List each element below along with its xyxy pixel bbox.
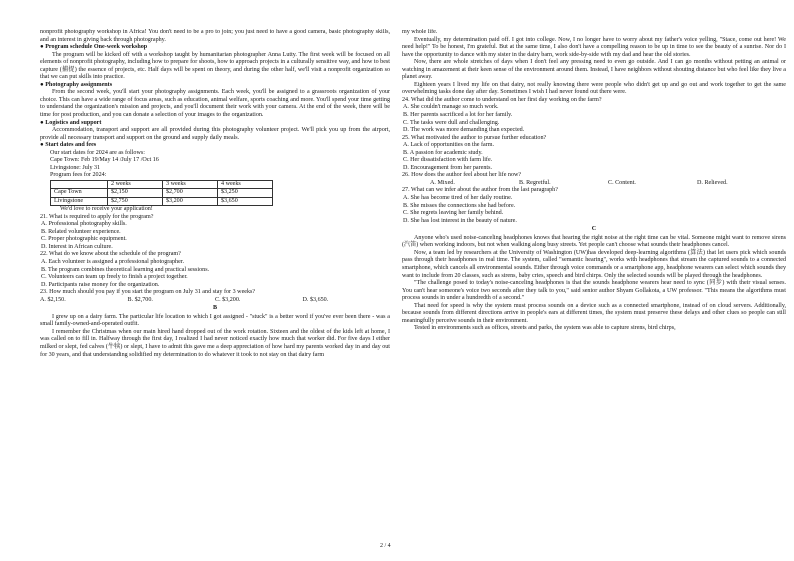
dates-line-4: Program fees for 2024: [50,172,107,179]
q27-option-d[interactable]: D. She has lost interest in the beauty of nature. [403,217,517,224]
q26-option-c[interactable]: C. Content. [608,179,636,186]
question-24: 24. What did the author come to understand on her first day working on the farm? [402,96,602,103]
fees-cell: $3,250 [218,189,273,197]
q22-option-d[interactable]: D. Participants raise money for the organization. [41,281,160,288]
q22-option-b[interactable]: B. The program combines theoretical learning and practical sessions. [41,266,210,273]
fees-cell: $2,700 [163,189,218,197]
schedule-heading: ● Program schedule One-week workshop [40,44,148,51]
fees-cell: $2,750 [108,197,163,205]
fees-cell: Cape Town [51,189,108,197]
fees-header-cell [51,180,108,188]
q25-option-c[interactable]: C. Her dissatisfaction with farm life. [403,157,493,164]
fees-header-cell: 4 weeks [218,180,273,188]
section-b-heading: B [212,305,218,312]
q27-option-b[interactable]: B. She misses the connections she had before. [403,202,516,209]
passage-c-paragraph-1: Anyone who's used noise-canceling headphones knows that hearing the right noise at the right time can be vital. Someone might want to remove sirens (汽笛) when working indoors, but not when walking along busy streets. Yet people can't choose what sounds their headphones cancel. [402,234,786,249]
question-25: 25. What motivated the author to pursue further education? [402,134,547,141]
passage-b-paragraph-4: Now, there are whole stretches of days when I don't feel any pressing need to even go outside. And I can go months without petting an animal or watching in amazement at their keen sense of the environment around them. Instead, I have neighbors without shouting distance but who feel like they live a planet away. [402,59,786,81]
intro-paragraph: nonprofit photography workshop in Africa! You don't need to be a pro to join; you just need to have a good camera, basic photography skills, and an interest in giving back through photography. [40,29,390,43]
passage-b-continuation: my whole life. [402,29,438,35]
fees-header-cell: 3 weeks [163,180,218,188]
dates-heading: ● Start dates and fees [40,142,97,149]
q27-option-c[interactable]: C. She regrets leaving her family behind. [403,210,504,217]
passage-c-paragraph-4: That need for speed is why the system must process sounds on a device such as a connected smartphone, instead of on cloud servers. Additionally, because sounds from different directions arrive in people's ears at different times, the system must preserve these delays and other clues so people can still meaningfully perceive sounds in their environment. [402,302,786,324]
logistics-text: Accommodation, transport and support are all provided during this photography volunteer project. We'll pick you up from the airport, provide all necessary transport and support on the ground and supply daily meals. [40,127,390,141]
q26-option-b[interactable]: B. Regretful. [519,179,551,186]
q22-option-c[interactable]: C. Volunteers can team up freely to finish a project together. [41,274,188,281]
q24-option-d[interactable]: D. The work was more demanding than expected. [403,127,525,134]
q25-option-a[interactable]: A. Lack of opportunities on the farm. [403,142,495,149]
fees-cell: $3,200 [163,197,218,205]
passage-b-paragraph-3: Eventually, my determination paid off. I got into college. Now, I no longer have to worry about my father's voice yelling, "Stace, come out here! We need help!" To be honest, I'm grateful. But at the same time, I also don't have a compelling reason to be up in time to see the beauty of a sunrise. Nor do I have the opportunity to dance with my sister in the dairy barn, work side-by-side with my dad and hear the old stories. [402,36,786,58]
left-column [40,29,390,359]
passage-c-paragraph-2: Now, a team led by researchers at the University of Washington (UW)has developed deep-learning algorithms (算法) that let users pick which sounds pass through their headphones in real time. The system, called "semantic hearing", works with headphones that stream the captured sounds to a connected smartphone, which cancels all environmental sounds. Either through voice commands or a smartphone app, headphone wearers can select which sounds they want to include from 20 classes, such as sirens, baby cries, speech and bird chirps. Only the selected sounds will be played through the headphones. [402,249,786,279]
fees-cell: $3,650 [218,197,273,205]
q26-option-d[interactable]: D. Relieved. [697,179,728,186]
assignments-text: From the second week, you'll start your photography assignments. Each week, you'll be assigned to a grassroots organization of your choice. This can have a wide range of focus areas, such as education, animal welfare, sports coaching and more. You'll spend your time getting to understand the organization's mission and projects, and you'll document their work with your camera. At the end of the week, there will be time for post production, and you can donate a selection of your images to the organization. [40,89,390,119]
q26-option-a[interactable]: A. Mixed. [430,179,455,186]
q23-options [40,297,390,305]
question-22: 22. What do we know about the schedule of the program? [40,251,181,258]
dates-line-3: Livingstone: July 31 [50,164,101,171]
passage-c-paragraph-3: "The challenge posed to today's noise-canceling headphones is that the sounds headphone wearers hear need to sync (同步) with their visual senses. You can't hear someone's voice two seconds after they talk to you," said senior author Shyam Gollakota, a UW professor. "This means the algorithms must process sounds in under a hundredth of a second." [402,280,786,302]
q22-option-a[interactable]: A. Each volunteer is assigned a professional photographer. [41,258,184,265]
question-23: 23. How much should you pay if you start the program on July 31 and stay for 3 weeks? [40,289,256,296]
q25-option-b[interactable]: B. A passion for academic study. [403,149,483,156]
passage-b-paragraph-1: I grew up on a dairy farm. The particular life location to which I got assigned - "stuck" is a better word if you've ever been there - was a small family-owned-and-operated outfit. [40,313,390,328]
fees-cell: $2,150 [108,189,163,197]
q23-option-b[interactable]: B. $2,700. [127,296,153,303]
question-21: 21. What is required to apply for the program? [40,213,154,220]
dates-line-2: Cape Town: Feb 19/May 14 /July 17 /Oct 16 [50,157,159,164]
q25-option-d[interactable]: D. Encouragement from her parents. [403,164,493,171]
passage-b-paragraph-2: I remember the Christmas when our main hired hand dropped out of the work rotation. Sixteen and the oldest of the kids left at home, I was called on to fill in. Halfway through the first day, I realized I had never noticed exactly how much that worker did. For five days I either milked or slept, fed calves (牛犊) or slept, I have to admit this gave me a deep appreciation of how hard my parents worked day in and day out for 30 years, and that understanding solidified my determination to do whatever it took to not stay on that dairy farm [40,328,390,358]
section-c-heading: C [591,226,597,233]
closing-line: We'd love to receive your application! [60,206,153,213]
question-27: 27. What can we infer about the author from the last paragraph? [402,187,558,194]
q24-option-a[interactable]: A. She couldn't manage so much work. [403,104,499,111]
passage-b-paragraph-5: Eighteen years I lived my life on that dairy, not really knowing there were people who didn't get up and go out and work together to get the same overwhelming tasks done day after day. Sometimes I wish I had never found out there were. [402,81,786,96]
schedule-text: The program will be kicked off with a workshop taught by humanitarian photographer Anna Lutty. The first week will be focused on all elements of nonprofit photography, including how to prepare for shoots, how to approach projects in a culturally sensitive way, and how to best capture (捕捉) the essence of projects, etc. Half days will be spent on theory, and during the other half, we'll visit a nonprofit organization so that we can put skills into practice. [40,51,390,81]
table-row [51,197,273,205]
passage-c-paragraph-5: Tested in environments such as offices, streets and parks, the system was able to capture sirens, bird chirps, [414,325,676,332]
fees-cell: Livingstone [51,197,108,205]
assignments-heading: ● Photography assignments [40,81,113,88]
table-row [51,189,273,197]
q23-option-d[interactable]: D. $3,650. [302,296,329,303]
right-column [402,29,786,333]
logistics-heading: ● Logistics and support [40,119,102,126]
q27-option-a[interactable]: A. She has become tired of her daily routine. [403,195,513,202]
q23-option-a[interactable]: A. $2,150. [40,296,66,303]
fees-table [50,180,273,206]
fees-table-header-row [51,180,273,188]
q21-option-a[interactable]: A. Professional photography skills. [41,221,127,228]
q21-option-b[interactable]: B. Related volunteer experience. [41,228,121,235]
q23-option-c[interactable]: C. $3,200. [215,296,241,303]
fees-header-cell: 2 weeks [108,180,163,188]
q24-option-c[interactable]: C. The tasks were dull and challenging. [403,119,500,126]
dates-line-1: Our start dates for 2024 are as follows: [50,149,145,156]
q21-option-c[interactable]: C. Proper photographic equipment. [41,236,127,243]
page-number: 2 / 4 [380,543,391,549]
question-26: 26. How does the author feel about her life now? [402,172,522,179]
q24-option-b[interactable]: B. Her parents sacrificed a lot for her family. [403,112,513,119]
q21-option-d[interactable]: D. Interest in African culture. [41,243,113,250]
